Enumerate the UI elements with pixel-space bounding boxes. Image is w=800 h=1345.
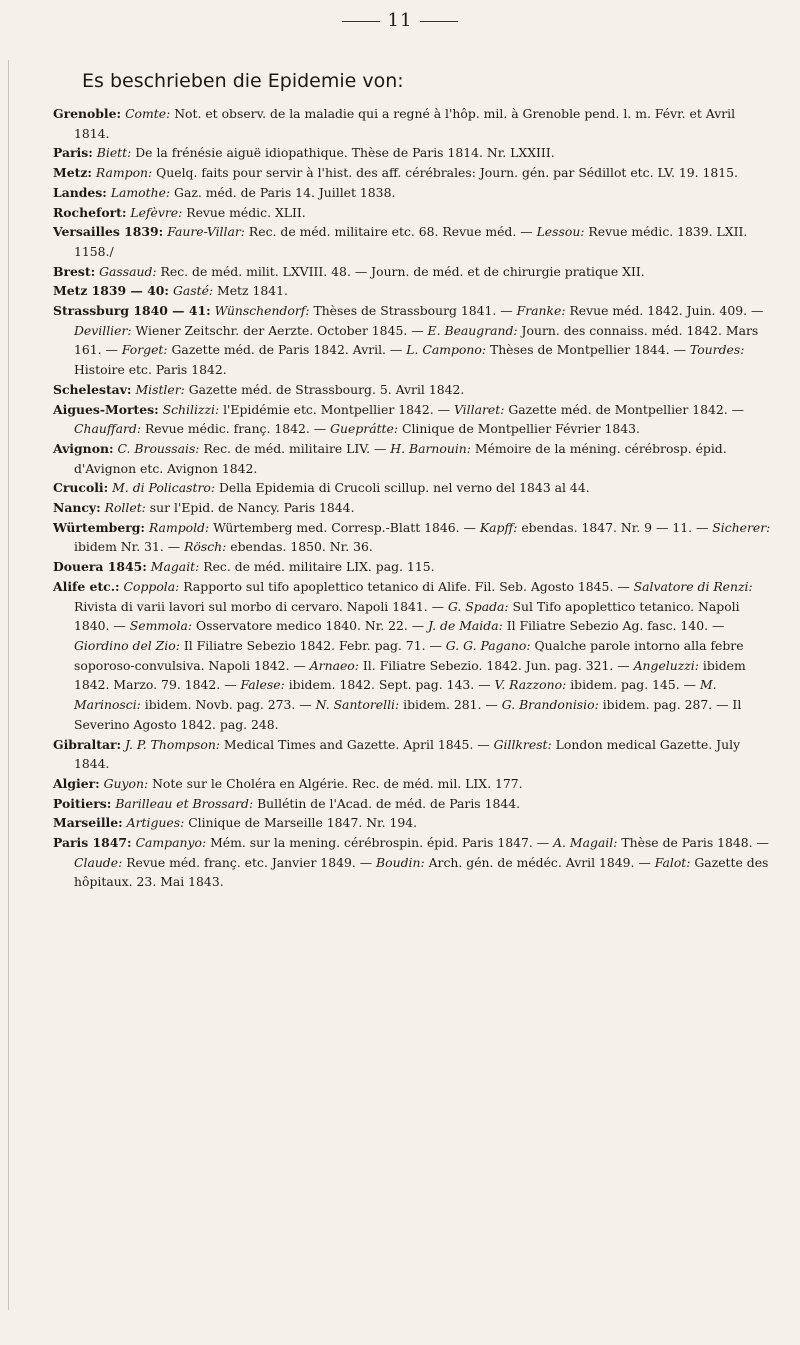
entry-author: Kapff: xyxy=(479,519,518,535)
entry-author: Mistler: xyxy=(135,381,185,397)
entry-author: M. Marinosci: xyxy=(74,677,717,713)
entry-author: Falot: xyxy=(654,854,691,870)
entry-citation: sur l'Epid. de Nancy. Paris 1844. xyxy=(145,500,355,516)
entry-author: Gasté: xyxy=(172,283,214,299)
entry-citation: Rapporto sul tifo apoplettico tetanico di Alife. Fil. Seb. Agosto 1845. — xyxy=(179,578,634,594)
entry-citation: Clinique de Marseille 1847. Nr. 194. xyxy=(184,815,418,831)
entry-citation: ibidem. pag. 145. — xyxy=(566,677,700,693)
entry-citation: Gaz. méd. de Paris 14. Juillet 1838. xyxy=(170,184,396,200)
entry-author: Tourdes: xyxy=(689,342,745,358)
entry-location: Metz: xyxy=(53,165,92,181)
entry-location: Nancy: xyxy=(53,500,101,516)
page-number xyxy=(0,10,800,31)
entry-author: J. P. Thompson: xyxy=(125,736,220,752)
entry-citation: Osservatore medico 1840. Nr. 22. — xyxy=(192,618,429,634)
bibliography-entry xyxy=(53,478,771,498)
bibliography-entry xyxy=(53,281,771,301)
entry-location: Brest: xyxy=(53,263,96,279)
entry-citation: ebendas. 1850. Nr. 36. xyxy=(226,539,373,555)
entry-location: Metz 1839 — 40: xyxy=(53,283,169,299)
bibliography-entry xyxy=(53,262,771,282)
entry-citation: Medical Times and Gazette. April 1845. — xyxy=(219,736,494,752)
entry-citation: Revue méd. franç. etc. Janvier 1849. — xyxy=(122,854,377,870)
entry-author: Sicherer: xyxy=(712,519,771,535)
bibliography-entry xyxy=(53,735,771,774)
entry-citation: Thèses de Strassbourg 1841. — xyxy=(309,303,517,319)
page-number-dash-left xyxy=(342,21,380,22)
entry-author: Chauffard: xyxy=(74,421,142,437)
entry-author: Artigues: xyxy=(126,815,185,831)
entry-citation: Histoire etc. Paris 1842. xyxy=(74,362,227,378)
entry-citation: Mémoire de la méning. cérébrosp. épid. d'Avignon etc. Avignon 1842. xyxy=(74,440,727,476)
entry-location: Gibraltar: xyxy=(53,736,122,752)
entry-citation: Mém. sur la mening. cérébrospin. épid. Paris 1847. — xyxy=(206,835,554,851)
entry-author: Salvatore di Renzi: xyxy=(633,578,753,594)
entry-citation: Gazette des hôpitaux. 23. Mai 1843. xyxy=(74,854,769,890)
entry-citation: Note sur le Choléra en Algérie. Rec. de méd. mil. LIX. 177. xyxy=(148,775,523,791)
entry-citation: Revue médic. franç. 1842. — xyxy=(141,421,331,437)
entry-location: Grenoble: xyxy=(53,106,122,121)
entry-citation: Sul Tifo apoplettico tetanico. Napoli 1840. — xyxy=(74,598,740,634)
entry-location: Aigues-Mortes: xyxy=(53,401,159,417)
entry-citation: Rec. de méd. militaire LIX. pag. 115. xyxy=(199,559,435,575)
entry-citation: Würtemberg med. Corresp.-Blatt 1846. — xyxy=(209,519,480,535)
entry-author: Semmola: xyxy=(129,618,193,634)
entry-citation: Thèses de Montpellier 1844. — xyxy=(486,342,690,358)
entry-location: Versailles 1839: xyxy=(53,224,164,240)
entry-citation: Della Epidemia di Crucoli scillup. nel verno del 1843 al 44. xyxy=(215,480,590,496)
bibliography-entry xyxy=(53,439,771,478)
entry-citation: Not. et observ. de la maladie qui a regné à l'hôp. mil. à Grenoble pend. l. m. Févr. et Avril 1814. xyxy=(74,106,736,141)
entry-citation: Il Filiatre Sebezio 1842. Febr. pag. 71. — xyxy=(179,637,446,653)
page-edge-shadow xyxy=(8,60,9,1310)
entry-citation: Gazette méd. de Montpellier 1842. — xyxy=(504,401,745,417)
entry-citation: Thèse de Paris 1848. — xyxy=(617,835,769,851)
bibliography-entry xyxy=(53,222,771,261)
entry-citation: Wiener Zeitschr. der Aerzte. October 1845. — xyxy=(131,322,428,338)
entry-author: Schilizzi: xyxy=(162,401,220,417)
bibliography-entry xyxy=(53,143,771,163)
entry-author: V. Razzono: xyxy=(494,677,567,693)
entry-citation: Revue méd. 1842. Juin. 409. — xyxy=(565,303,764,319)
page-heading: Es beschrieben die Epidemie von: xyxy=(82,70,404,92)
entry-location: Landes: xyxy=(53,184,107,200)
bibliography-entry xyxy=(53,163,771,183)
entry-author: C. Broussais: xyxy=(117,440,200,456)
bibliography-entry xyxy=(53,774,771,794)
entry-author: Boudin: xyxy=(376,854,425,870)
entry-author: Giordino del Zio: xyxy=(74,637,180,653)
entry-location: Paris 1847: xyxy=(53,835,132,851)
entry-author: Gassaud: xyxy=(99,263,157,279)
entry-citation: Rec. de méd. militaire etc. 68. Revue méd. — xyxy=(244,224,537,240)
entry-location: Avignon: xyxy=(53,440,114,456)
entry-author: Villaret: xyxy=(453,401,505,417)
entry-author: L. Campono: xyxy=(406,342,486,358)
entry-citation: Rivista di varii lavori sul morbo di cervaro. Napoli 1841. — xyxy=(74,598,448,614)
entry-location: Marseille: xyxy=(53,815,123,831)
entry-citation: Revue médic. 1839. LXII. 1158./ xyxy=(74,224,748,259)
entry-author: Franke: xyxy=(516,303,566,319)
entry-author: Angeluzzi: xyxy=(633,657,699,673)
entry-location: Alife etc.: xyxy=(53,578,120,594)
entry-citation: ibidem. pag. 287. — Il Severino Agosto 1842. pag. 248. xyxy=(74,697,742,732)
entry-author: Comte: xyxy=(125,106,171,121)
entry-author: G. G. Pagano: xyxy=(445,637,531,653)
page-number-dash-right xyxy=(420,21,458,22)
entry-author: Coppola: xyxy=(123,578,180,594)
entry-author: Biett: xyxy=(96,145,132,161)
entry-citation: Rec. de méd. milit. LXVIII. 48. — Journ. de méd. et de chirurgie pratique XII. xyxy=(156,263,645,279)
bibliography-entry xyxy=(53,833,771,892)
bibliography-entry xyxy=(53,380,771,400)
entry-author: Wünschendorf: xyxy=(214,303,310,319)
bibliography-entry xyxy=(53,183,771,203)
entry-author: N. Santorelli: xyxy=(315,697,400,713)
entry-citation: ibidem Nr. 31. — xyxy=(74,539,185,555)
entry-author: Guyon: xyxy=(103,775,149,791)
entry-citation: ibidem. 281. — xyxy=(399,697,502,713)
entry-author: Lessou: xyxy=(536,224,585,240)
entry-location: Würtemberg: xyxy=(53,519,145,535)
entry-author: M. di Policastro: xyxy=(112,480,215,496)
page-number-value: 11 xyxy=(387,10,413,31)
bibliography-entry xyxy=(53,794,771,814)
entry-author: A. Magail: xyxy=(553,835,618,851)
entry-citation: Gazette méd. de Strassbourg. 5. Avril 1842. xyxy=(184,381,465,397)
entry-author: Magait: xyxy=(150,559,200,575)
entry-citation: Quelq. faits pour servir à l'hist. des aff. cérébrales: Journ. gén. par Sédillot etc. LV. 19. 1815. xyxy=(152,165,738,181)
entry-author: Gillkrest: xyxy=(493,736,552,752)
entry-author: Devillier: xyxy=(74,322,132,338)
bibliography-entry xyxy=(53,203,771,223)
entry-citation: Il Filiatre Sebezio Ag. fasc. 140. — xyxy=(502,618,725,634)
entry-citation: Clinique de Montpellier Février 1843. xyxy=(398,421,640,437)
entry-citation: De la frénésie aiguë idiopathique. Thèse de Paris 1814. Nr. LXXIII. xyxy=(131,145,555,161)
entry-author: Rampold: xyxy=(148,519,210,535)
entry-citation: London medical Gazette. July 1844. xyxy=(74,736,741,772)
entry-author: Rösch: xyxy=(184,539,227,555)
entry-author: H. Barnouin: xyxy=(390,440,471,456)
entry-author: Rollet: xyxy=(104,500,146,516)
bibliography-entry xyxy=(53,813,771,833)
entry-author: G. Spada: xyxy=(447,598,509,614)
entry-citation: ebendas. 1847. Nr. 9 — 11. — xyxy=(517,519,713,535)
entry-location: Douera 1845: xyxy=(53,559,147,575)
entry-author: Falese: xyxy=(240,677,285,693)
entry-author: Arnaeo: xyxy=(309,657,359,673)
entry-author: Gueprátte: xyxy=(330,421,399,437)
entry-author: Campanyo: xyxy=(135,835,207,851)
entry-citation: Il. Filiatre Sebezio. 1842. Jun. pag. 321. — xyxy=(358,657,634,673)
entry-citation: Rec. de méd. militaire LIV. — xyxy=(199,440,391,456)
entry-location: Schelestav: xyxy=(53,381,132,397)
entry-author: E. Beaugrand: xyxy=(427,322,518,338)
entry-location: Rochefort: xyxy=(53,204,127,220)
entry-author: Barilleau et Brossard: xyxy=(115,795,254,811)
entry-citation: Gazette méd. de Paris 1842. Avril. — xyxy=(167,342,407,358)
entry-author: Forget: xyxy=(121,342,168,358)
entry-citation: l'Epidémie etc. Montpellier 1842. — xyxy=(219,401,454,417)
entry-author: Lamothe: xyxy=(110,184,171,200)
entry-author: Claude: xyxy=(74,854,123,870)
entry-citation: Metz 1841. xyxy=(213,283,288,299)
entry-author: Lefèvre: xyxy=(130,204,183,220)
bibliography-entry xyxy=(53,557,771,577)
entry-author: Rampon: xyxy=(95,165,153,181)
entry-location: Poitiers: xyxy=(53,795,112,811)
entry-location: Strassburg 1840 — 41: xyxy=(53,303,211,319)
epidemic-bibliography-list xyxy=(53,104,771,892)
bibliography-entry xyxy=(53,518,771,557)
bibliography-entry xyxy=(53,498,771,518)
entry-location: Crucoli: xyxy=(53,480,109,496)
entry-citation: Revue médic. XLII. xyxy=(182,204,306,220)
entry-citation: ibidem. Novb. pag. 273. — xyxy=(140,697,316,713)
entry-location: Paris: xyxy=(53,145,93,161)
bibliography-entry xyxy=(53,301,771,380)
entry-citation: Journ. des connaiss. méd. 1842. Mars 161. — xyxy=(74,322,759,358)
entry-citation: ibidem. 1842. Sept. pag. 143. — xyxy=(284,677,495,693)
entry-location: Algier: xyxy=(53,775,100,791)
entry-citation: Arch. gén. de médéc. Avril 1849. — xyxy=(424,854,655,870)
bibliography-entry xyxy=(53,577,771,735)
bibliography-entry xyxy=(53,400,771,439)
entry-citation: Bullétin de l'Acad. de méd. de Paris 1844. xyxy=(253,795,521,811)
entry-author: Faure-Villar: xyxy=(167,224,245,240)
entry-citation: ibidem 1842. Marzo. 79. 1842. — xyxy=(74,657,746,693)
entry-author: J. de Maida: xyxy=(428,618,503,634)
bibliography-entry xyxy=(53,104,771,143)
entry-citation: Qualche parole intorno alla febre soporoso-convulsiva. Napoli 1842. — xyxy=(74,637,744,673)
entry-author: G. Brandonisio: xyxy=(501,697,599,713)
